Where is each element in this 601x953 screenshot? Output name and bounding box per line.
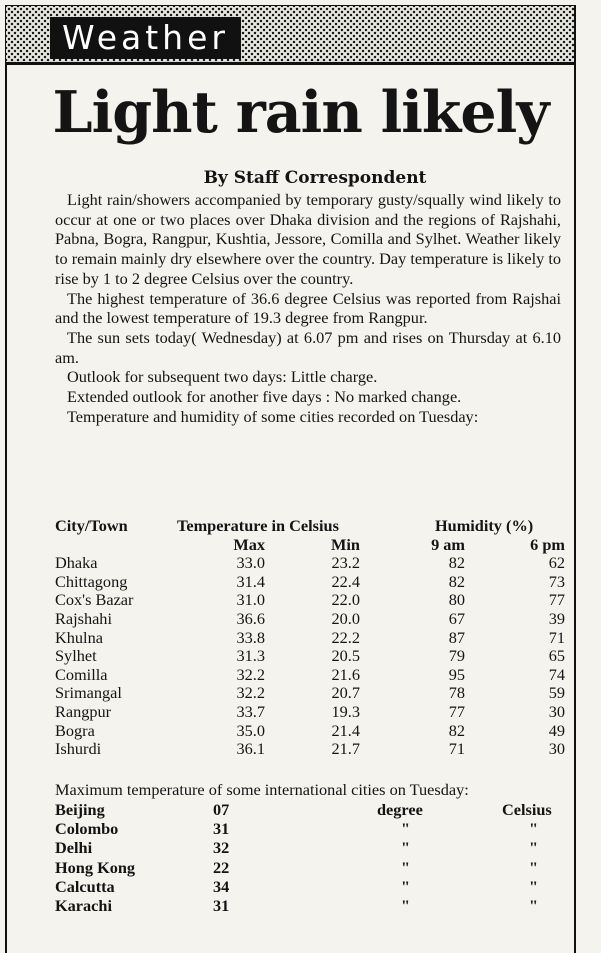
paragraph-extremes: The highest temperature of 36.6 degree Celsius was reported from Rajshai and the lowest temperature of 19.3 degree from Rangpur. [55,288,561,328]
intl-row [55,838,565,857]
ditto-mark: " [401,896,411,916]
max-cell: 36.6 [236,608,265,628]
city-cell: Cox's Bazar [55,590,134,610]
max-cell: 32.2 [236,664,265,684]
table-body [55,554,565,759]
max-cell: 31.4 [236,571,265,591]
table-row [55,573,565,592]
intl-intro: Maximum temperature of some international cities on Tuesday: [55,780,469,799]
local-weather-table [55,517,565,759]
city-cell: Rajshahi [55,608,112,628]
max-cell: 32.2 [236,683,265,703]
table-row [55,554,565,573]
paragraph-forecast: Light rain/showers accompanied by temporary gusty/squally wind likely to occur at one or two places over Dhaka division and the regions of Rajshahi, Pabna, Bogra, Rangpur, Kushtia, Jessore, Comilla and Sylhet. Weather likely to remain mainly dry elsewhere over the country. Day temperature is likely to rise by 1 to 2 degree Celsius over the country. [55,190,561,288]
max-cell: 31.0 [236,590,265,610]
intl-value: 22 [213,857,230,877]
section-label: Weather [50,17,241,59]
humidity-9am-cell: 79 [448,646,465,666]
table-row [55,684,565,703]
table-row [55,591,565,610]
city-cell: Sylhet [55,646,97,666]
table-row [55,740,565,759]
humidity-9am-cell: 95 [448,664,465,684]
header-6pm: 6 pm [530,534,565,554]
city-cell: Ishurdi [55,739,102,759]
min-cell: 20.5 [331,646,360,666]
intl-city: Beijing [55,799,105,819]
min-cell: 21.6 [331,664,360,684]
max-cell: 33.0 [236,553,265,573]
humidity-6pm-cell: 59 [548,683,565,703]
humidity-6pm-cell: 73 [548,571,565,591]
humidity-6pm-cell: 74 [548,664,565,684]
table-row [55,722,565,741]
max-cell: 33.8 [236,627,265,647]
intl-city: Karachi [55,896,112,916]
intl-city: Delhi [55,838,93,858]
min-cell: 22.0 [331,590,360,610]
table-row [55,647,565,666]
paragraph-extended-outlook: Extended outlook for another five days : No marked change. [67,387,462,407]
intl-row [55,896,565,915]
min-cell: 21.7 [331,739,360,759]
min-cell: 23.2 [331,553,360,573]
min-cell: 21.4 [331,720,360,740]
humidity-9am-cell: 77 [448,701,465,721]
humidity-9am-cell: 78 [448,683,465,703]
humidity-6pm-cell: 39 [548,608,565,628]
header-humidity: Humidity (%) [435,516,534,535]
paragraph-outlook: Outlook for subsequent two days: Little charge. [67,367,378,387]
headline: Light rain likely [52,79,549,146]
intl-city: Calcutta [55,876,115,896]
ditto-mark: " [529,896,539,916]
min-cell: 22.2 [331,627,360,647]
city-cell: Khulna [55,627,103,647]
ditto-mark: " [529,838,539,858]
intl-row [55,858,565,877]
ditto-mark: " [529,876,539,896]
min-cell: 19.3 [331,701,360,721]
humidity-9am-cell: 71 [448,739,465,759]
max-cell: 33.7 [236,701,265,721]
city-cell: Srimangal [55,683,122,703]
max-cell: 35.0 [236,720,265,740]
international-section [55,780,565,915]
intl-value: 07 [213,799,230,819]
intl-value: 34 [213,876,230,896]
humidity-6pm-cell: 62 [548,553,565,573]
table-subheader-row [55,536,565,555]
intl-city: Hong Kong [55,857,136,877]
city-cell: Chittagong [55,571,128,591]
humidity-6pm-cell: 77 [548,590,565,610]
city-cell: Bogra [55,720,95,740]
city-cell: Rangpur [55,701,112,721]
paragraph-table-intro: Temperature and humidity of some cities recorded on Tuesday: [67,406,479,426]
intl-row [55,800,565,819]
table-row [55,703,565,722]
min-cell: 20.0 [331,608,360,628]
ditto-mark: " [401,838,411,858]
unit-degree: degree [377,799,423,819]
intl-value: 31 [213,819,230,838]
ditto-mark: " [401,876,411,896]
table-row [55,610,565,629]
ditto-mark: " [401,819,411,838]
intl-row [55,877,565,896]
humidity-6pm-cell: 65 [548,646,565,666]
ditto-mark: " [401,857,411,877]
humidity-6pm-cell: 30 [548,739,565,759]
humidity-9am-cell: 87 [448,627,465,647]
intl-city: Colombo [55,819,119,838]
city-cell: Comilla [55,664,108,684]
table-row [55,629,565,648]
max-cell: 36.1 [236,739,265,759]
min-cell: 22.4 [331,571,360,591]
unit-celsius: Celsius [502,799,552,819]
intl-value: 32 [213,838,230,858]
humidity-9am-cell: 80 [448,590,465,610]
table-row [55,666,565,685]
humidity-6pm-cell: 49 [548,720,565,740]
byline: By Staff Correspondent [203,168,427,188]
header-min: Min [331,534,360,554]
intl-value: 31 [213,896,230,916]
min-cell: 20.7 [331,683,360,703]
header-9am: 9 am [431,534,465,554]
humidity-9am-cell: 82 [448,553,465,573]
article-body [55,190,561,426]
intl-row [55,819,565,838]
header-city: City/Town [55,516,128,535]
humidity-9am-cell: 67 [448,608,465,628]
paragraph-sun: The sun sets today( Wednesday) at 6.07 pm and rises on Thursday at 6.10 am. [55,327,561,367]
header-max: Max [233,534,265,554]
intl-table [55,800,565,916]
humidity-9am-cell: 82 [448,720,465,740]
ditto-mark: " [529,857,539,877]
ditto-mark: " [529,819,539,838]
header-temperature: Temperature in Celsius [177,516,339,535]
section-masthead [6,6,574,65]
humidity-6pm-cell: 30 [548,701,565,721]
max-cell: 31.3 [236,646,265,666]
humidity-6pm-cell: 71 [548,627,565,647]
table-header-row [55,517,565,536]
humidity-9am-cell: 82 [448,571,465,591]
city-cell: Dhaka [55,553,98,573]
